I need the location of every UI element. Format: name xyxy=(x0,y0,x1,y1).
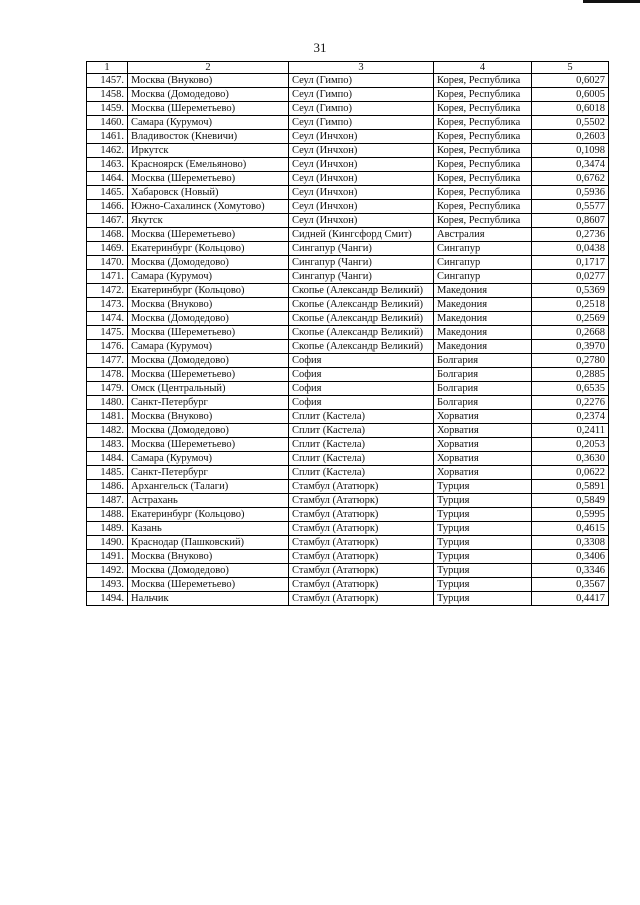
destination-airport-cell: Стамбул (Ататюрк) xyxy=(289,550,434,564)
coefficient-cell: 0,4417 xyxy=(532,592,609,606)
country-cell: Корея, Республика xyxy=(434,172,532,186)
origin-airport-cell: Екатеринбург (Кольцово) xyxy=(128,284,289,298)
coefficient-cell: 0,2518 xyxy=(532,298,609,312)
coefficient-cell: 0,1098 xyxy=(532,144,609,158)
table-row xyxy=(87,480,609,494)
coefficient-cell: 0,2603 xyxy=(532,130,609,144)
row-number-cell: 1493. xyxy=(87,578,128,592)
origin-airport-cell: Самара (Курумоч) xyxy=(128,452,289,466)
destination-airport-cell: Скопье (Александр Великий) xyxy=(289,298,434,312)
country-cell: Турция xyxy=(434,578,532,592)
country-cell: Турция xyxy=(434,508,532,522)
destination-airport-cell: Стамбул (Ататюрк) xyxy=(289,508,434,522)
coefficient-cell: 0,6762 xyxy=(532,172,609,186)
coefficient-cell: 0,2276 xyxy=(532,396,609,410)
origin-airport-cell: Москва (Домодедово) xyxy=(128,354,289,368)
table-row xyxy=(87,438,609,452)
destination-airport-cell: София xyxy=(289,354,434,368)
scan-edge-mark xyxy=(583,0,640,3)
coefficient-cell: 0,2411 xyxy=(532,424,609,438)
table-row xyxy=(87,536,609,550)
table-row xyxy=(87,200,609,214)
row-number-cell: 1464. xyxy=(87,172,128,186)
country-cell: Македония xyxy=(434,284,532,298)
origin-airport-cell: Южно-Сахалинск (Хомутово) xyxy=(128,200,289,214)
country-cell: Корея, Республика xyxy=(434,102,532,116)
coefficient-cell: 0,5891 xyxy=(532,480,609,494)
destination-airport-cell: Сеул (Инчхон) xyxy=(289,144,434,158)
country-cell: Турция xyxy=(434,522,532,536)
origin-airport-cell: Самара (Курумоч) xyxy=(128,340,289,354)
country-cell: Корея, Республика xyxy=(434,214,532,228)
destination-airport-cell: Сеул (Гимпо) xyxy=(289,102,434,116)
country-cell: Болгария xyxy=(434,368,532,382)
country-cell: Турция xyxy=(434,536,532,550)
origin-airport-cell: Москва (Шереметьево) xyxy=(128,172,289,186)
coefficient-cell: 0,2569 xyxy=(532,312,609,326)
destination-airport-cell: Стамбул (Ататюрк) xyxy=(289,578,434,592)
coefficient-cell: 0,5995 xyxy=(532,508,609,522)
table-row xyxy=(87,550,609,564)
origin-airport-cell: Омск (Центральный) xyxy=(128,382,289,396)
row-number-cell: 1494. xyxy=(87,592,128,606)
row-number-cell: 1474. xyxy=(87,312,128,326)
origin-airport-cell: Москва (Внуково) xyxy=(128,410,289,424)
table-row xyxy=(87,214,609,228)
table-row xyxy=(87,382,609,396)
country-cell: Македония xyxy=(434,326,532,340)
table-row xyxy=(87,228,609,242)
coefficient-cell: 0,2780 xyxy=(532,354,609,368)
destination-airport-cell: Сидней (Кингсфорд Смит) xyxy=(289,228,434,242)
table-row xyxy=(87,452,609,466)
country-cell: Македония xyxy=(434,298,532,312)
table-row xyxy=(87,466,609,480)
coefficient-cell: 0,5849 xyxy=(532,494,609,508)
column-header-2: 2 xyxy=(128,62,289,74)
destination-airport-cell: Сеул (Инчхон) xyxy=(289,172,434,186)
coefficient-cell: 0,3474 xyxy=(532,158,609,172)
row-number-cell: 1485. xyxy=(87,466,128,480)
origin-airport-cell: Красноярск (Емельяново) xyxy=(128,158,289,172)
row-number-cell: 1486. xyxy=(87,480,128,494)
row-number-cell: 1459. xyxy=(87,102,128,116)
row-number-cell: 1473. xyxy=(87,298,128,312)
table-row xyxy=(87,424,609,438)
origin-airport-cell: Владивосток (Кневичи) xyxy=(128,130,289,144)
origin-airport-cell: Астрахань xyxy=(128,494,289,508)
country-cell: Болгария xyxy=(434,354,532,368)
coefficient-cell: 0,2885 xyxy=(532,368,609,382)
destination-airport-cell: Стамбул (Ататюрк) xyxy=(289,494,434,508)
origin-airport-cell: Екатеринбург (Кольцово) xyxy=(128,242,289,256)
row-number-cell: 1462. xyxy=(87,144,128,158)
table-row xyxy=(87,242,609,256)
country-cell: Македония xyxy=(434,312,532,326)
destination-airport-cell: Сеул (Инчхон) xyxy=(289,214,434,228)
origin-airport-cell: Казань xyxy=(128,522,289,536)
destination-airport-cell: Сплит (Кастела) xyxy=(289,424,434,438)
destination-airport-cell: Сплит (Кастела) xyxy=(289,466,434,480)
table-row xyxy=(87,578,609,592)
row-number-cell: 1476. xyxy=(87,340,128,354)
coefficient-cell: 0,2668 xyxy=(532,326,609,340)
destination-airport-cell: Стамбул (Ататюрк) xyxy=(289,522,434,536)
destination-airport-cell: Сингапур (Чанги) xyxy=(289,242,434,256)
country-cell: Хорватия xyxy=(434,466,532,480)
origin-airport-cell: Самара (Курумоч) xyxy=(128,116,289,130)
row-number-cell: 1492. xyxy=(87,564,128,578)
destination-airport-cell: Стамбул (Ататюрк) xyxy=(289,564,434,578)
country-cell: Корея, Республика xyxy=(434,130,532,144)
table-row xyxy=(87,102,609,116)
row-number-cell: 1480. xyxy=(87,396,128,410)
country-cell: Турция xyxy=(434,550,532,564)
country-cell: Корея, Республика xyxy=(434,116,532,130)
country-cell: Австралия xyxy=(434,228,532,242)
destination-airport-cell: Стамбул (Ататюрк) xyxy=(289,480,434,494)
coefficient-cell: 0,6027 xyxy=(532,74,609,88)
row-number-cell: 1475. xyxy=(87,326,128,340)
coefficient-cell: 0,3346 xyxy=(532,564,609,578)
row-number-cell: 1489. xyxy=(87,522,128,536)
destination-airport-cell: Сеул (Инчхон) xyxy=(289,186,434,200)
origin-airport-cell: Санкт-Петербург xyxy=(128,396,289,410)
coefficient-cell: 0,3308 xyxy=(532,536,609,550)
country-cell: Корея, Республика xyxy=(434,200,532,214)
row-number-cell: 1458. xyxy=(87,88,128,102)
origin-airport-cell: Москва (Шереметьево) xyxy=(128,326,289,340)
row-number-cell: 1468. xyxy=(87,228,128,242)
table-row xyxy=(87,130,609,144)
country-cell: Хорватия xyxy=(434,452,532,466)
country-cell: Турция xyxy=(434,592,532,606)
table-row xyxy=(87,410,609,424)
coefficient-cell: 0,0438 xyxy=(532,242,609,256)
origin-airport-cell: Москва (Внуково) xyxy=(128,74,289,88)
table-row xyxy=(87,396,609,410)
country-cell: Болгария xyxy=(434,382,532,396)
table-row xyxy=(87,172,609,186)
coefficient-cell: 0,4615 xyxy=(532,522,609,536)
origin-airport-cell: Москва (Домодедово) xyxy=(128,256,289,270)
row-number-cell: 1488. xyxy=(87,508,128,522)
row-number-cell: 1469. xyxy=(87,242,128,256)
origin-airport-cell: Москва (Домодедово) xyxy=(128,424,289,438)
origin-airport-cell: Хабаровск (Новый) xyxy=(128,186,289,200)
table-row xyxy=(87,74,609,88)
origin-airport-cell: Москва (Шереметьево) xyxy=(128,102,289,116)
table-row xyxy=(87,368,609,382)
table-row xyxy=(87,256,609,270)
row-number-cell: 1470. xyxy=(87,256,128,270)
country-cell: Македония xyxy=(434,340,532,354)
destination-airport-cell: Сеул (Гимпо) xyxy=(289,116,434,130)
table-row xyxy=(87,340,609,354)
table-row xyxy=(87,298,609,312)
origin-airport-cell: Иркутск xyxy=(128,144,289,158)
coefficient-cell: 0,3970 xyxy=(532,340,609,354)
origin-airport-cell: Екатеринбург (Кольцово) xyxy=(128,508,289,522)
row-number-cell: 1484. xyxy=(87,452,128,466)
origin-airport-cell: Архангельск (Талаги) xyxy=(128,480,289,494)
row-number-cell: 1466. xyxy=(87,200,128,214)
table-row xyxy=(87,312,609,326)
column-header-5: 5 xyxy=(532,62,609,74)
coefficient-cell: 0,3630 xyxy=(532,452,609,466)
coefficient-cell: 0,1717 xyxy=(532,256,609,270)
table-row xyxy=(87,564,609,578)
destination-airport-cell: Сингапур (Чанги) xyxy=(289,270,434,284)
destination-airport-cell: Скопье (Александр Великий) xyxy=(289,284,434,298)
row-number-cell: 1467. xyxy=(87,214,128,228)
column-header-1: 1 xyxy=(87,62,128,74)
country-cell: Сингапур xyxy=(434,242,532,256)
coefficient-cell: 0,6005 xyxy=(532,88,609,102)
country-cell: Сингапур xyxy=(434,256,532,270)
coefficient-cell: 0,2736 xyxy=(532,228,609,242)
table-row xyxy=(87,144,609,158)
table-row xyxy=(87,88,609,102)
origin-airport-cell: Краснодар (Пашковский) xyxy=(128,536,289,550)
destination-airport-cell: Сеул (Инчхон) xyxy=(289,200,434,214)
row-number-cell: 1471. xyxy=(87,270,128,284)
destination-airport-cell: Стамбул (Ататюрк) xyxy=(289,592,434,606)
row-number-cell: 1491. xyxy=(87,550,128,564)
country-cell: Турция xyxy=(434,480,532,494)
coefficient-cell: 0,8607 xyxy=(532,214,609,228)
country-cell: Корея, Республика xyxy=(434,74,532,88)
origin-airport-cell: Москва (Шереметьево) xyxy=(128,578,289,592)
row-number-cell: 1483. xyxy=(87,438,128,452)
column-header-3: 3 xyxy=(289,62,434,74)
row-number-cell: 1482. xyxy=(87,424,128,438)
country-cell: Хорватия xyxy=(434,410,532,424)
row-number-cell: 1477. xyxy=(87,354,128,368)
routes-table xyxy=(86,61,609,606)
row-number-cell: 1478. xyxy=(87,368,128,382)
row-number-cell: 1457. xyxy=(87,74,128,88)
origin-airport-cell: Санкт-Петербург xyxy=(128,466,289,480)
table-row xyxy=(87,158,609,172)
country-cell: Хорватия xyxy=(434,424,532,438)
country-cell: Корея, Республика xyxy=(434,158,532,172)
destination-airport-cell: Сеул (Гимпо) xyxy=(289,74,434,88)
table-row xyxy=(87,494,609,508)
coefficient-cell: 0,5502 xyxy=(532,116,609,130)
table-row xyxy=(87,186,609,200)
origin-airport-cell: Нальчик xyxy=(128,592,289,606)
origin-airport-cell: Москва (Шереметьево) xyxy=(128,228,289,242)
coefficient-cell: 0,0277 xyxy=(532,270,609,284)
table-row xyxy=(87,326,609,340)
coefficient-cell: 0,3567 xyxy=(532,578,609,592)
origin-airport-cell: Самара (Курумоч) xyxy=(128,270,289,284)
origin-airport-cell: Москва (Внуково) xyxy=(128,550,289,564)
coefficient-cell: 0,6018 xyxy=(532,102,609,116)
row-number-cell: 1479. xyxy=(87,382,128,396)
destination-airport-cell: Сплит (Кастела) xyxy=(289,452,434,466)
destination-airport-cell: Скопье (Александр Великий) xyxy=(289,340,434,354)
table-row xyxy=(87,592,609,606)
table-row xyxy=(87,508,609,522)
table-row xyxy=(87,270,609,284)
origin-airport-cell: Москва (Шереметьево) xyxy=(128,438,289,452)
table-row xyxy=(87,354,609,368)
page-number: 31 xyxy=(313,40,327,55)
column-header-4: 4 xyxy=(434,62,532,74)
country-cell: Болгария xyxy=(434,396,532,410)
destination-airport-cell: Сеул (Гимпо) xyxy=(289,88,434,102)
destination-airport-cell: Сингапур (Чанги) xyxy=(289,256,434,270)
destination-airport-cell: София xyxy=(289,368,434,382)
coefficient-cell: 0,5936 xyxy=(532,186,609,200)
table-row xyxy=(87,116,609,130)
country-cell: Корея, Республика xyxy=(434,186,532,200)
coefficient-cell: 0,5577 xyxy=(532,200,609,214)
row-number-cell: 1460. xyxy=(87,116,128,130)
coefficient-cell: 0,2053 xyxy=(532,438,609,452)
destination-airport-cell: София xyxy=(289,382,434,396)
header-row xyxy=(87,62,609,74)
row-number-cell: 1463. xyxy=(87,158,128,172)
row-number-cell: 1461. xyxy=(87,130,128,144)
row-number-cell: 1487. xyxy=(87,494,128,508)
table-row xyxy=(87,522,609,536)
destination-airport-cell: Скопье (Александр Великий) xyxy=(289,312,434,326)
country-cell: Турция xyxy=(434,564,532,578)
row-number-cell: 1490. xyxy=(87,536,128,550)
coefficient-cell: 0,5369 xyxy=(532,284,609,298)
table-row xyxy=(87,284,609,298)
coefficient-cell: 0,3406 xyxy=(532,550,609,564)
country-cell: Корея, Республика xyxy=(434,144,532,158)
destination-airport-cell: София xyxy=(289,396,434,410)
row-number-cell: 1481. xyxy=(87,410,128,424)
table-body xyxy=(87,74,609,606)
destination-airport-cell: Сеул (Инчхон) xyxy=(289,158,434,172)
coefficient-cell: 0,6535 xyxy=(532,382,609,396)
origin-airport-cell: Москва (Домодедово) xyxy=(128,564,289,578)
destination-airport-cell: Скопье (Александр Великий) xyxy=(289,326,434,340)
country-cell: Сингапур xyxy=(434,270,532,284)
coefficient-cell: 0,0622 xyxy=(532,466,609,480)
origin-airport-cell: Москва (Домодедово) xyxy=(128,88,289,102)
country-cell: Корея, Республика xyxy=(434,88,532,102)
row-number-cell: 1472. xyxy=(87,284,128,298)
row-number-cell: 1465. xyxy=(87,186,128,200)
destination-airport-cell: Сеул (Инчхон) xyxy=(289,130,434,144)
destination-airport-cell: Сплит (Кастела) xyxy=(289,410,434,424)
origin-airport-cell: Москва (Домодедово) xyxy=(128,312,289,326)
origin-airport-cell: Якутск xyxy=(128,214,289,228)
destination-airport-cell: Сплит (Кастела) xyxy=(289,438,434,452)
country-cell: Хорватия xyxy=(434,438,532,452)
origin-airport-cell: Москва (Шереметьево) xyxy=(128,368,289,382)
origin-airport-cell: Москва (Внуково) xyxy=(128,298,289,312)
coefficient-cell: 0,2374 xyxy=(532,410,609,424)
country-cell: Турция xyxy=(434,494,532,508)
destination-airport-cell: Стамбул (Ататюрк) xyxy=(289,536,434,550)
